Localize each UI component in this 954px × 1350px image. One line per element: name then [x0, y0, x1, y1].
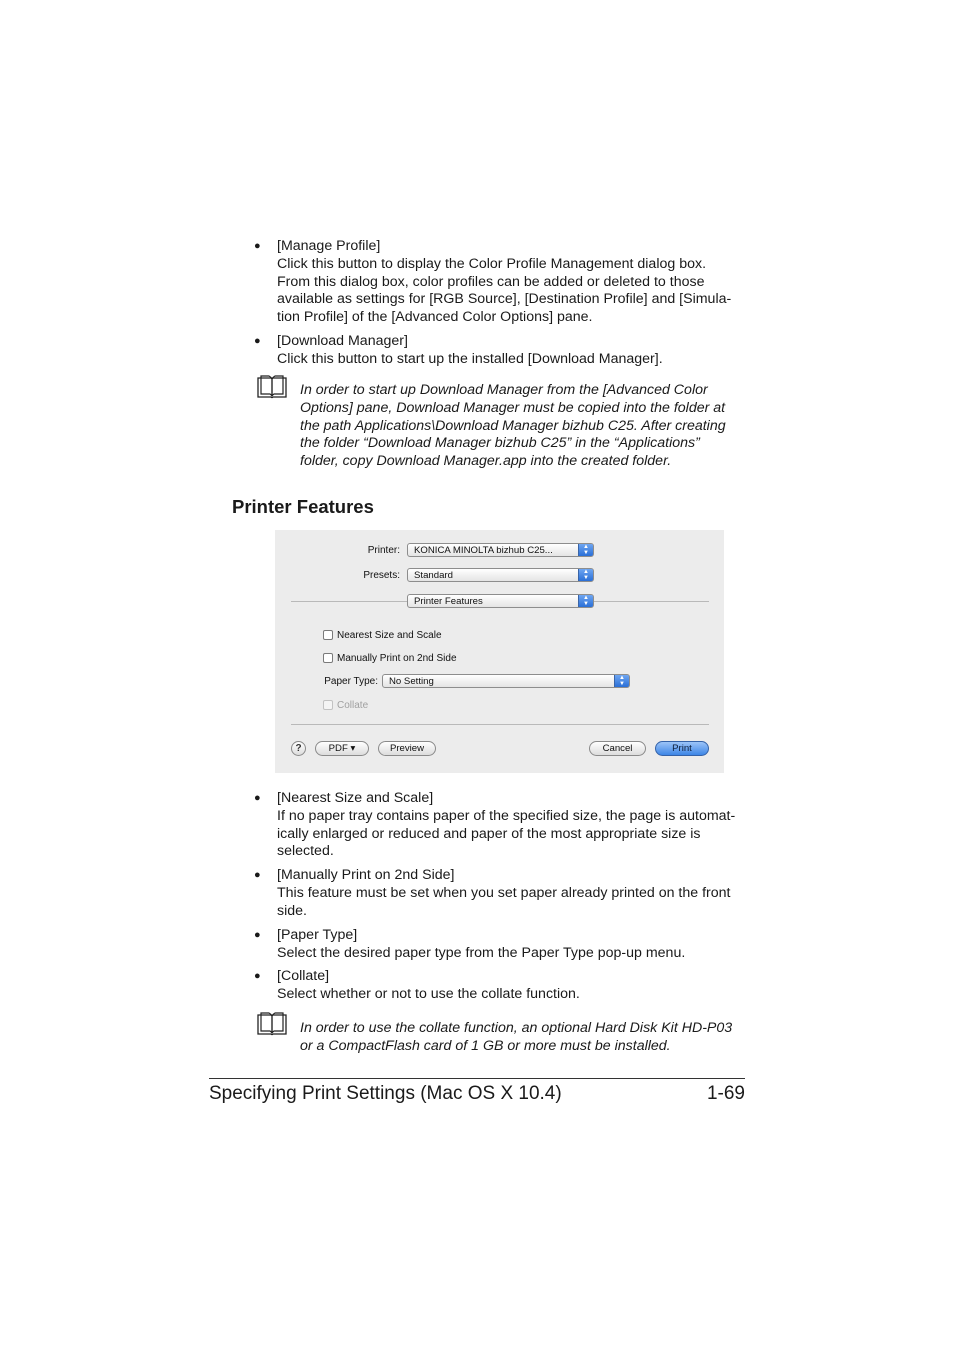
note-line: the path Applications\Download Manager bizhub C25. After creating [300, 417, 726, 434]
bullet-manual-2nd-side [277, 867, 747, 920]
paper-type-label: Paper Type: [324, 676, 378, 687]
bullet-manage-profile [277, 238, 747, 327]
presets-popup[interactable] [407, 568, 594, 582]
bullet-line: Select the desired paper type from the Paper Type pop-up menu. [277, 944, 686, 961]
collate-label: Collate [337, 700, 369, 711]
footer-rule [209, 1078, 745, 1079]
bullet-title: [Download Manager] [277, 333, 408, 349]
bullet-paper-type [277, 927, 747, 963]
bullet-line: selected. [277, 843, 334, 860]
popup-arrows-icon: ▲ ▼ [578, 594, 594, 608]
bullet-line: ically enlarged or reduced and paper of the most appropriate size is [277, 825, 701, 842]
bullet-line: Click this button to display the Color Profile Management dialog box. [277, 255, 707, 272]
separator [291, 724, 709, 725]
note-line: In order to use the collate function, an optional Hard Disk Kit HD-P03 [300, 1020, 733, 1036]
paper-type-value: No Setting [389, 676, 434, 687]
popup-arrows-icon: ▲ ▼ [614, 674, 630, 688]
book-note-icon [256, 375, 288, 399]
note-text [300, 382, 750, 471]
bullet-nearest-size [277, 790, 747, 861]
bullet-title: [Manage Profile] [277, 238, 381, 254]
manual-2nd-side-checkbox[interactable] [323, 653, 333, 663]
pdf-button[interactable]: PDF ▾ [315, 741, 369, 756]
bullet-download-manager [277, 333, 747, 369]
book-note-icon [256, 1012, 288, 1036]
print-button[interactable]: Print [655, 741, 709, 756]
note-text [300, 1020, 750, 1056]
presets-value: Standard [414, 570, 453, 581]
note-line: or a CompactFlash card of 1 GB or more must be installed. [300, 1037, 671, 1054]
bullet-line: side. [277, 902, 307, 919]
popup-arrows-icon: ▲ ▼ [578, 543, 594, 557]
pane-value: Printer Features [414, 596, 483, 607]
bullet-title: [Nearest Size and Scale] [277, 790, 434, 806]
bullet-line: From this dialog box, color profiles can be added or deleted to those [277, 273, 705, 290]
pane-popup[interactable] [407, 594, 594, 608]
bullet-line: tion Profile] of the [Advanced Color Options] pane. [277, 309, 593, 326]
bullet-dot: ● [254, 335, 261, 347]
bullet-collate [277, 968, 747, 1004]
note-line: In order to start up Download Manager from the [Advanced Color [300, 382, 708, 398]
paper-type-popup[interactable] [382, 674, 630, 688]
bullet-line: Click this button to start up the installed [Download Manager]. [277, 350, 663, 367]
nearest-size-checkbox[interactable] [323, 630, 333, 640]
help-button[interactable]: ? [291, 741, 306, 756]
bullet-dot: ● [254, 970, 261, 982]
printer-value: KONICA MINOLTA bizhub C25... [414, 545, 553, 556]
bullet-title: [Manually Print on 2nd Side] [277, 867, 455, 883]
section-title: Printer Features [232, 496, 374, 517]
bullet-title: [Paper Type] [277, 927, 358, 943]
print-dialog [275, 530, 724, 773]
collate-checkbox[interactable] [323, 700, 333, 710]
bullet-dot: ● [254, 240, 261, 252]
note-line: the folder “Download Manager bizhub C25” in the “Applications” [300, 435, 700, 452]
bullet-dot: ● [254, 792, 261, 804]
bullet-dot: ● [254, 929, 261, 941]
bullet-line: This feature must be set when you set paper already printed on the front [277, 884, 731, 901]
note-line: Options] pane, Download Manager must be copied into the folder at [300, 399, 726, 416]
page-number: 1-69 [706, 1083, 745, 1104]
bullet-title: [Collate] [277, 968, 330, 984]
presets-label: Presets: [363, 570, 400, 581]
manual-2nd-side-label: Manually Print on 2nd Side [337, 653, 457, 664]
printer-label: Printer: [367, 545, 400, 556]
nearest-size-label: Nearest Size and Scale [337, 630, 442, 641]
bullet-line: Select whether or not to use the collate function. [277, 985, 580, 1002]
bullet-line: available as settings for [RGB Source], [Destination Profile] and [Simula- [277, 291, 732, 308]
footer-title: Specifying Print Settings (Mac OS X 10.4) [209, 1083, 562, 1104]
preview-button[interactable]: Preview [378, 741, 436, 756]
printer-popup[interactable] [407, 543, 594, 557]
note-line: folder, copy Download Manager.app into the created folder. [300, 453, 672, 470]
bullet-dot: ● [254, 869, 261, 881]
popup-arrows-icon: ▲ ▼ [578, 568, 594, 582]
bullet-line: If no paper tray contains paper of the specified size, the page is automat- [277, 807, 736, 824]
cancel-button[interactable]: Cancel [589, 741, 646, 756]
